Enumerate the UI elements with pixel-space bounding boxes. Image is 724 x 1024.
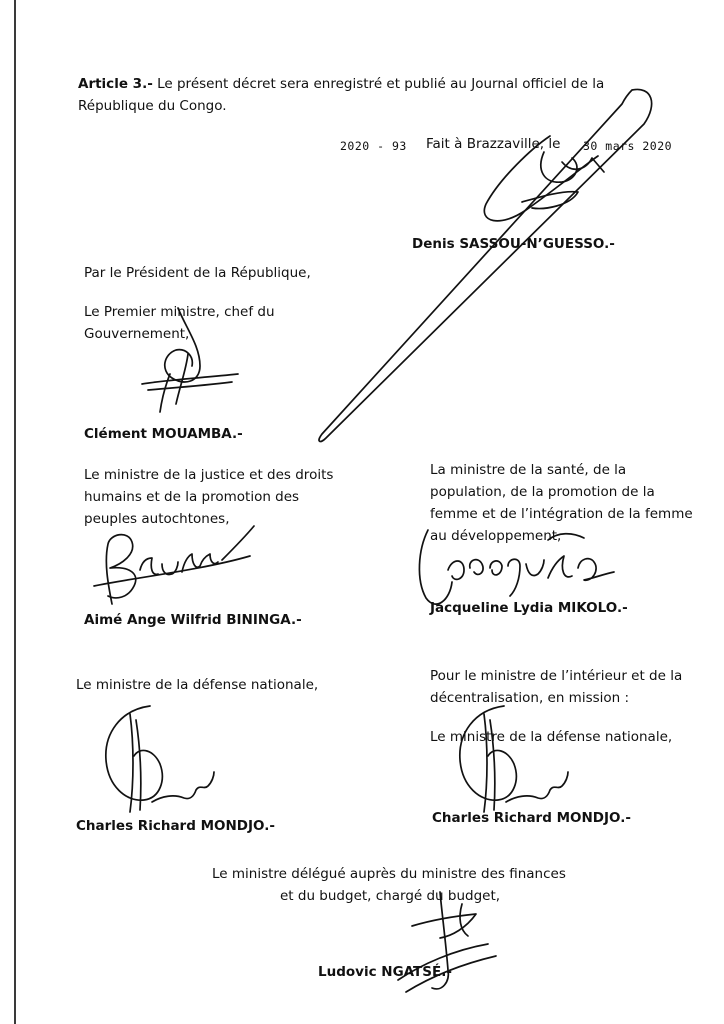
justice-minister-title-line-1: Le ministre de la justice et des droits bbox=[84, 467, 334, 483]
budget-minister-name: Ludovic NGATSÉ.- bbox=[318, 964, 452, 980]
interior-minister-title-line-1: Pour le ministre de l’intérieur et de la bbox=[430, 668, 683, 684]
scan-edge-line bbox=[14, 0, 16, 1024]
signature-defense-minister-interim-icon bbox=[444, 700, 574, 820]
interior-minister-interim-title: Le ministre de la défense nationale, bbox=[430, 729, 673, 745]
by-president-text: Par le Président de la République, bbox=[84, 265, 311, 281]
prime-minister-name: Clément MOUAMBA.- bbox=[84, 426, 243, 442]
decree-number: 2020 - 93 bbox=[340, 139, 407, 153]
prime-minister-title-line-1: Le Premier ministre, chef du bbox=[84, 304, 275, 320]
decree-place: Fait à Brazzaville, le bbox=[426, 136, 561, 152]
interior-minister-title-line-2: décentralisation, en mission : bbox=[430, 690, 630, 706]
justice-minister-title-line-3: peuples autochtones, bbox=[84, 511, 230, 527]
decree-date: 30 mars 2020 bbox=[583, 139, 673, 153]
article-text-line-2: République du Congo. bbox=[78, 98, 227, 114]
budget-minister-title-line-1: Le ministre délégué auprès du ministre des finances bbox=[212, 866, 566, 882]
health-minister-title-line-3: femme et de l’intégration de la femme bbox=[430, 506, 693, 522]
prime-minister-title-line-2: Gouvernement, bbox=[84, 326, 190, 342]
article-label: Article 3.- bbox=[78, 76, 153, 92]
signature-defense-minister-icon bbox=[90, 700, 220, 820]
health-minister-name: Jacqueline Lydia MIKOLO.- bbox=[430, 600, 628, 616]
health-minister-title-line-1: La ministre de la santé, de la bbox=[430, 462, 627, 478]
defense-minister-name: Charles Richard MONDJO.- bbox=[76, 818, 275, 834]
article-text-line-1: Le présent décret sera enregistré et publié au Journal officiel de la bbox=[157, 76, 605, 92]
interior-minister-name: Charles Richard MONDJO.- bbox=[432, 810, 631, 826]
justice-minister-title-line-2: humains et de la promotion des bbox=[84, 489, 300, 505]
health-minister-title-line-4: au développement, bbox=[430, 528, 562, 544]
president-name: Denis SASSOU-N’GUESSO.- bbox=[412, 236, 615, 252]
budget-minister-title-line-2: et du budget, chargé du budget, bbox=[280, 888, 501, 904]
article-line-1 bbox=[78, 74, 604, 94]
health-minister-title-line-2: population, de la promotion de la bbox=[430, 484, 655, 500]
justice-minister-name: Aimé Ange Wilfrid BININGA.- bbox=[84, 612, 302, 628]
defense-minister-title: Le ministre de la défense nationale, bbox=[76, 677, 319, 693]
